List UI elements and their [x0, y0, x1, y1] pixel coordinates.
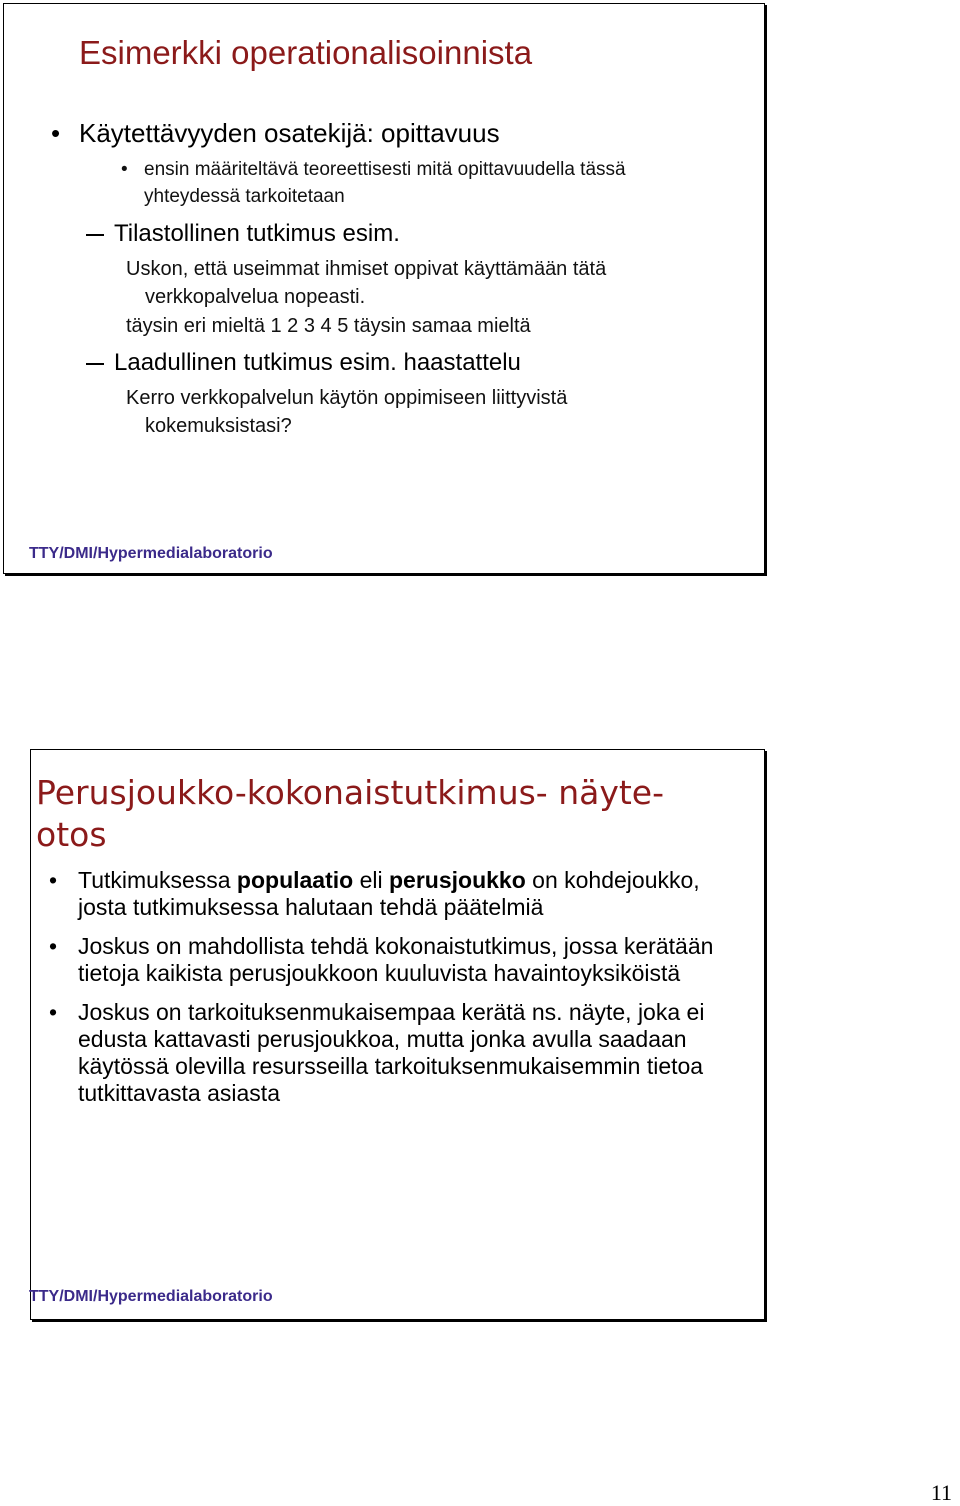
- text-run: on kohdejoukko, josta tutkimuksessa halutaan tehdä päätelmiä: [78, 867, 700, 920]
- statement-line: Uskon, että useimmat ihmiset oppivat käyttämään tätä: [126, 258, 607, 280]
- slide-title: Perusjoukko-kokonaistutkimus- näyte-otos: [36, 773, 665, 854]
- bullet-item: [49, 933, 729, 987]
- dash-item: [86, 349, 521, 377]
- slide-population-sample: [30, 749, 765, 1320]
- bullet-item: [51, 118, 500, 149]
- term-perusjoukko: perusjoukko: [389, 867, 526, 893]
- bullet-icon: •: [51, 118, 61, 148]
- sub-bullet-line: ensin määriteltävä teoreettisesti mitä opittavuudella tässä: [144, 159, 626, 180]
- bullet-heading: Käytettävyyden osatekijä: opittavuus: [79, 118, 500, 148]
- bullet-icon: •: [49, 999, 58, 1025]
- dash-icon: [86, 234, 104, 236]
- sub-bullet-item: [121, 156, 729, 210]
- slide-title: Esimerkki operationalisoinnista: [79, 34, 533, 71]
- likert-scale: täysin eri mieltä 1 2 3 4 5 täysin samaa mieltä: [126, 315, 531, 337]
- sub-bullet-line: yhteydessä tarkoitetaan: [144, 186, 345, 207]
- slide-footer: TTY/DMI/Hypermedialaboratorio: [29, 1288, 273, 1305]
- slide-footer: TTY/DMI/Hypermedialaboratorio: [29, 545, 273, 562]
- text-run: eli: [353, 867, 389, 893]
- dash-label: Laadullinen tutkimus esim. haastattelu: [114, 349, 521, 376]
- term-population: populaatio: [236, 867, 354, 893]
- dash-icon: [86, 363, 104, 365]
- slide-operationalization: [3, 3, 765, 574]
- bullet-text: Joskus on mahdollista tehdä kokonaistutkimus, jossa kerätään tietoja kaikista perusjoukkoon kuuluvista havaintoyksiköistä: [78, 933, 714, 986]
- bullet-icon: •: [49, 867, 58, 893]
- interview-question: [126, 384, 567, 440]
- small-bullet-icon: •: [121, 159, 128, 180]
- bullet-item: [49, 999, 729, 1107]
- survey-statement: [126, 255, 606, 311]
- bullet-icon: •: [49, 933, 58, 959]
- bullet-list: [49, 867, 729, 1119]
- statement-line: verkkopalvelua nopeasti.: [145, 286, 366, 308]
- question-line: Kerro verkkopalvelun käytön oppimiseen liittyvistä: [126, 387, 568, 409]
- dash-item: [86, 220, 400, 248]
- question-line: kokemuksistasi?: [145, 415, 292, 437]
- page-number: 11: [930, 1480, 952, 1505]
- dash-label: Tilastollinen tutkimus esim.: [114, 220, 400, 247]
- bullet-item: [49, 867, 729, 921]
- bullet-text: Joskus on tarkoituksenmukaisempaa kerätä ns. näyte, joka ei edusta kattavasti perusjoukkoa, mutta jonka avulla saadaan käytössä olevilla resursseilla tarkoituksenmukaisemmin tietoa tutkittavasta asiasta: [78, 999, 705, 1106]
- text-run: Tutkimuksessa: [78, 867, 237, 893]
